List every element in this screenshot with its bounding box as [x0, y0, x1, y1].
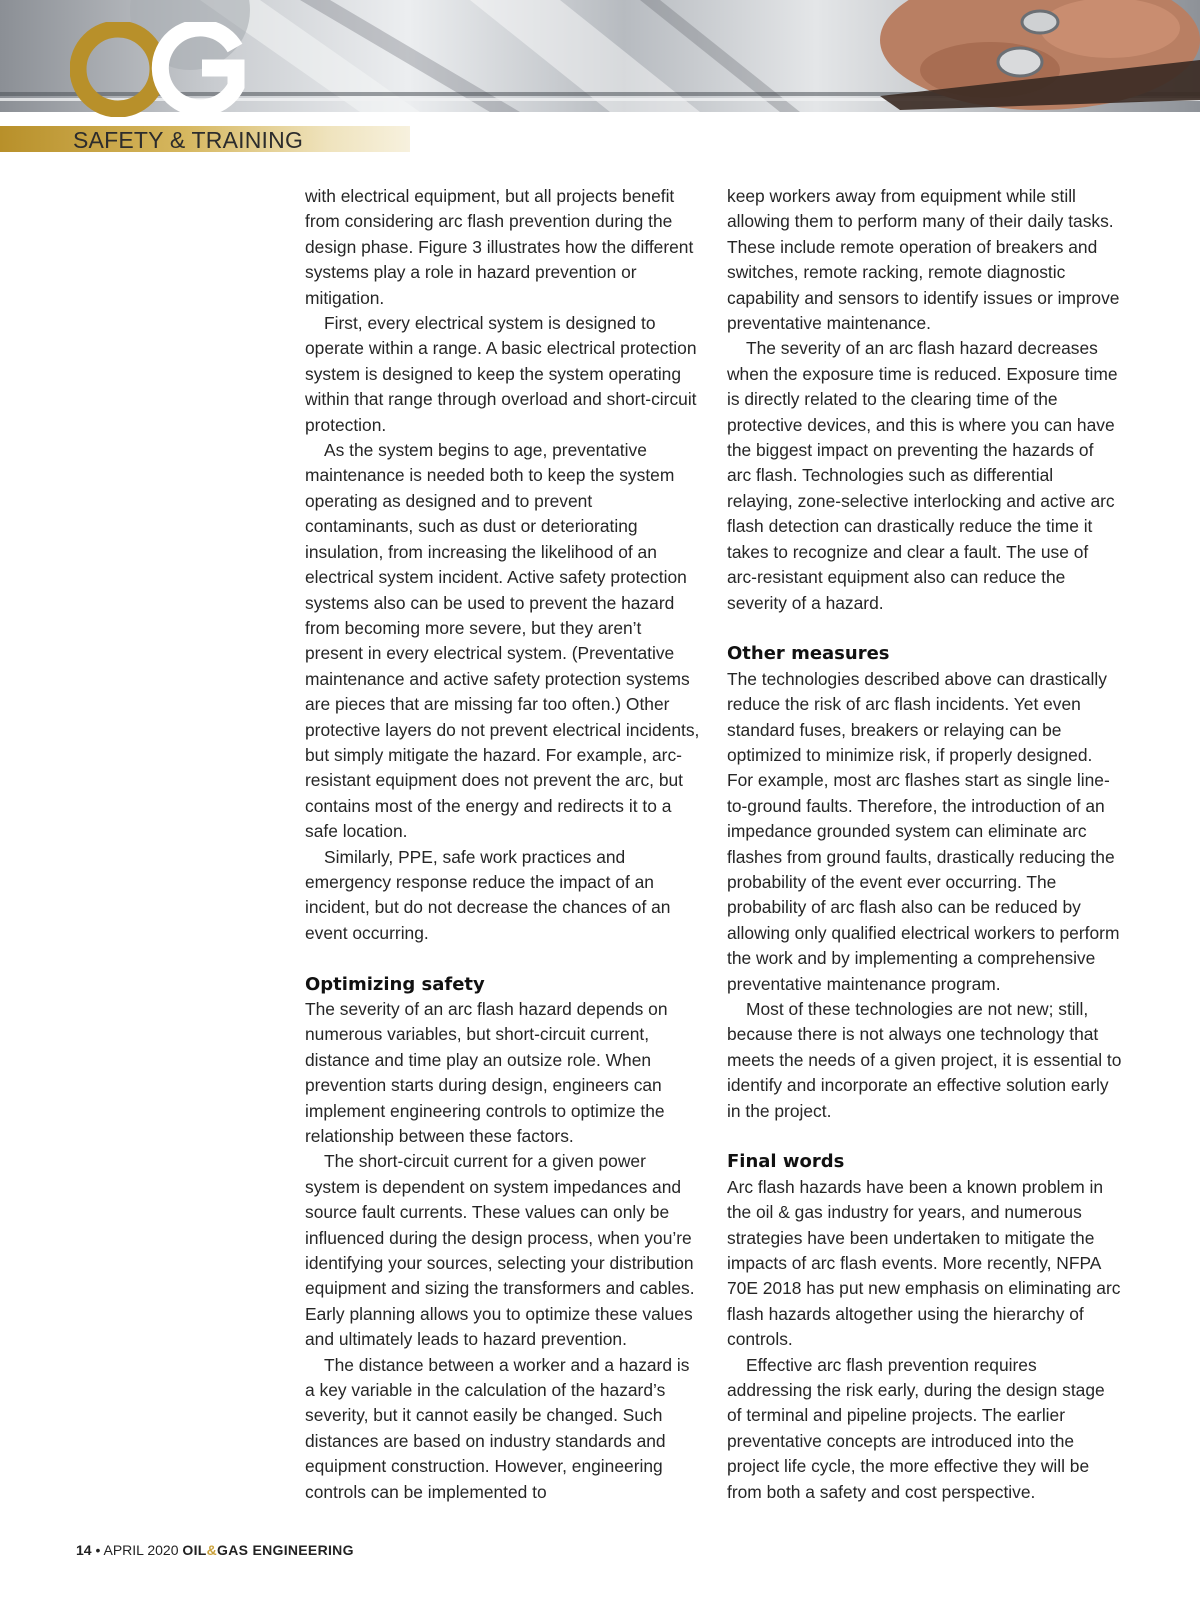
paragraph: First, every electrical system is designed to operate within a range. A basic electrical protection system is designed to keep the system operating within that range through overload and short-circuit protection.: [305, 313, 697, 435]
paragraph: Most of these technologies are not new; still, because there is not always one technology that meets the needs of a given project, it is essential to identify and incorporate an effective solution early in the project.: [727, 998, 1122, 1121]
og-logo-mark: [70, 22, 245, 117]
magazine-name: [182, 1542, 353, 1558]
article-column-left: [305, 184, 700, 1505]
page-number: 14: [76, 1542, 92, 1558]
page-footer: [76, 1542, 354, 1558]
paragraph: Similarly, PPE, safe work practices and emergency response reduce the impact of an incident, but do not decrease the chances of an event occurring.: [305, 846, 671, 943]
og-logo: [70, 22, 245, 117]
article-column-right: [727, 184, 1122, 1505]
paragraph: The short-circuit current for a given power system is dependent on system impedances and source fault currents. These values can only be influenced during the design process, when you’re identifying your sources, selecting your distribution equipment and sizing the transformers and cables. Early planning allows you to optimize these values and ultimately leads to hazard prevention.: [305, 1151, 695, 1350]
magazine-name-ampersand: &: [206, 1542, 218, 1558]
spacer: [727, 616, 1122, 641]
footer-separator: •: [95, 1542, 101, 1558]
spacer: [727, 1124, 1122, 1149]
subheading-other-measures: Other measures: [727, 643, 890, 665]
issue-date: APRIL 2020: [103, 1542, 179, 1558]
paragraph: As the system begins to age, preventative maintenance is needed both to keep the system operating as designed and to prevent contaminants, such as dust or deteriorating insulation, from increasing the likelihood of an electrical system incident. Active safety protection systems also can be used to prevent the hazard from becoming more severe, but they aren’t present in every electrical system. (Preventative maintenance and active safety protection systems are pieces that are missing far too often.) Other protective layers do not prevent electrical incidents, but simply mitigate the hazard. For example, arc-resistant equipment does not prevent the arc, but contains most of the energy and redirects it to a safe location.: [305, 440, 700, 842]
paragraph: with electrical equipment, but all projects benefit from considering arc flash prevention during the design phase. Figure 3 illustrates how the different systems play a role in hazard prevention or mitigation.: [305, 186, 694, 308]
magazine-name-part2: GAS ENGINEERING: [217, 1542, 354, 1558]
paragraph: Arc flash hazards have been a known problem in the oil & gas industry for years, and numerous strategies have been undertaken to mitigate the impacts of arc flash events. More recently, NFPA 70E 2018 has put new emphasis on eliminating arc flash hazards altogether using the hierarchy of controls.: [727, 1176, 1121, 1350]
paragraph: The severity of an arc flash hazard decreases when the exposure time is reduced. Exposure time is directly related to the clearing time of the protective devices, and this is where you can have the biggest impact on preventing the hazards of arc flash. Technologies such as differential relaying, zone-selective interlocking and active arc flash detection can drastically reduce the time it takes to recognize and clear a fault. The use of arc-resistant equipment also can reduce the severity of a hazard.: [727, 338, 1118, 613]
section-label: SAFETY & TRAINING: [73, 127, 304, 153]
spacer: [305, 946, 700, 971]
paragraph: Effective arc flash prevention requires addressing the risk early, during the design stage of terminal and pipeline projects. The earlier preventative concepts are introduced into the project life cycle, the more effective they will be from both a safety and cost perspective.: [727, 1354, 1105, 1502]
paragraph: keep workers away from equipment while still allowing them to perform many of their daily tasks. These include remote operation of breakers and switches, remote racking, remote diagnostic capability and sensors to identify issues or improve preventative maintenance.: [727, 186, 1120, 334]
paragraph: The technologies described above can drastically reduce the risk of arc flash incidents. Yet even standard fuses, breakers or relaying can be optimized to minimize risk, if properly designed. For example, most arc flashes start as single line-to-ground faults. Therefore, the introduction of an impedance grounded system can eliminate arc flashes from ground faults, drastically reducing the probability of the event ever occurring. The probability of arc flash also can be reduced by allowing only qualified electrical workers to perform the work and by implementing a comprehensive preventative maintenance program.: [727, 668, 1120, 994]
subheading-optimizing-safety: Optimizing safety: [305, 973, 485, 995]
magazine-name-part1: OIL: [182, 1542, 207, 1558]
subheading-final-words: Final words: [727, 1151, 845, 1173]
paragraph: The distance between a worker and a hazard is a key variable in the calculation of the hazard’s severity, but it cannot easily be changed. Such distances are based on industry standards and equipment construction. However, engineering controls can be implemented to: [305, 1354, 690, 1502]
paragraph: The severity of an arc flash hazard depends on numerous variables, but short-circuit current, distance and time play an outsize role. When prevention starts during design, engineers can implement engineering controls to optimize the relationship between these factors.: [305, 998, 668, 1147]
